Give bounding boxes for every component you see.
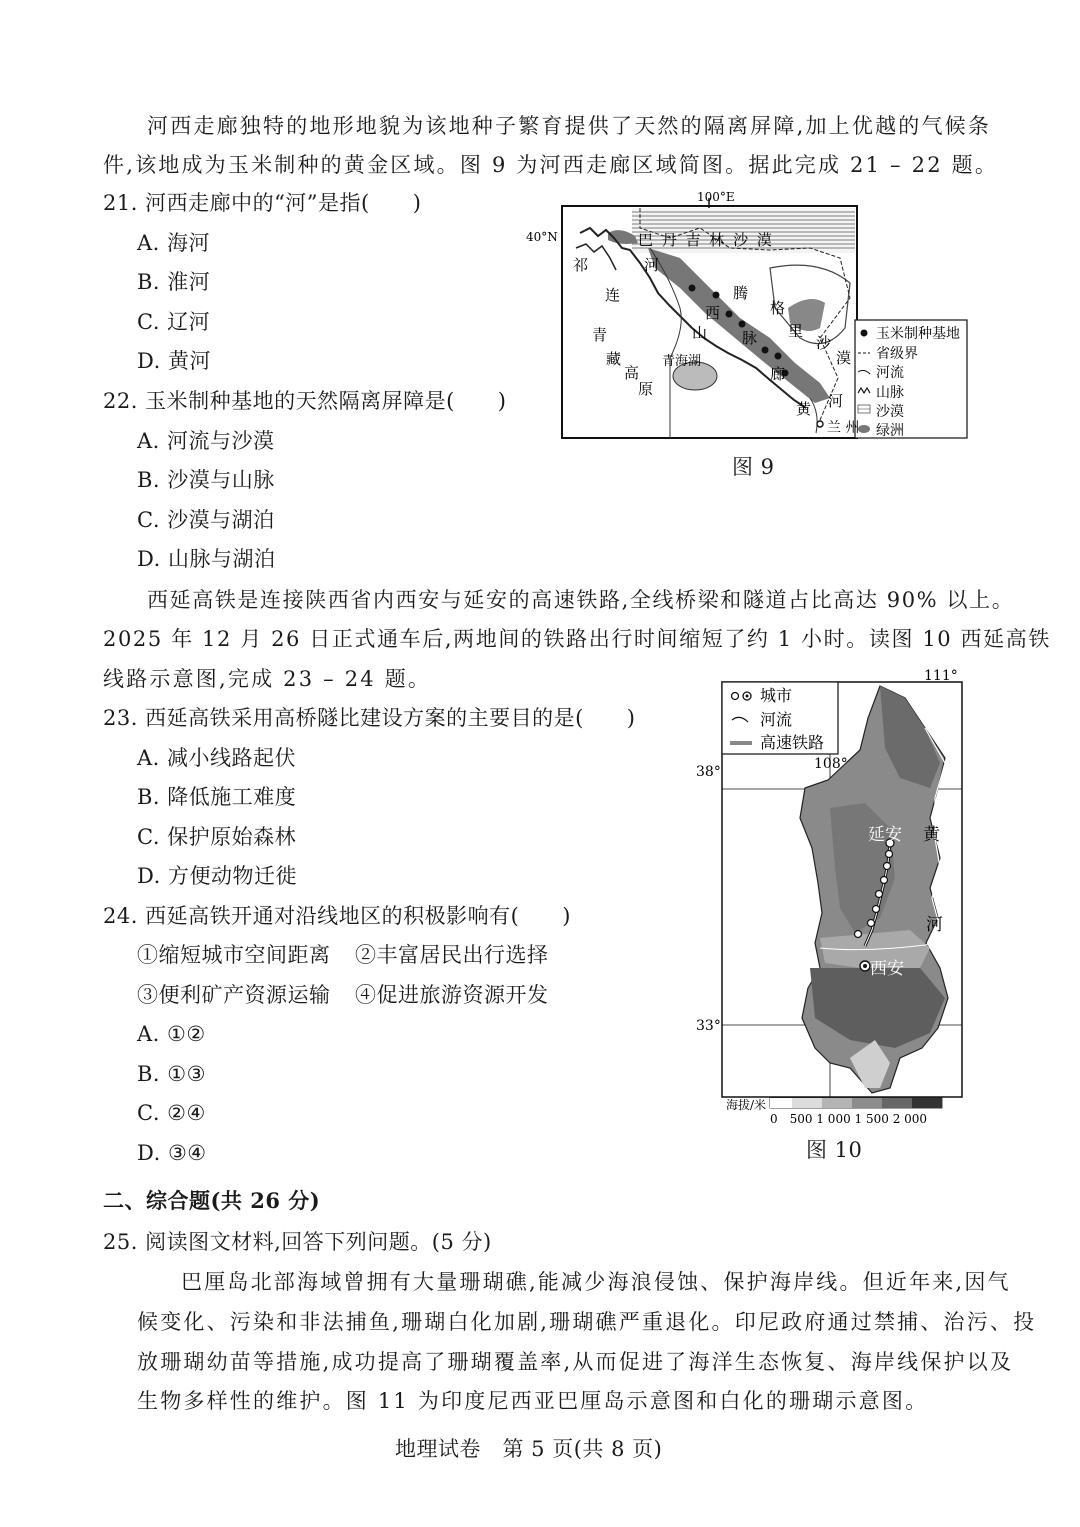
fig9-label-ge: 格 bbox=[770, 299, 786, 317]
fig9-label-yuan: 原 bbox=[638, 380, 654, 398]
legend-desert: 沙漠 bbox=[876, 404, 904, 420]
fig9-label-li: 里 bbox=[788, 322, 804, 340]
hexi-corridor-map bbox=[520, 188, 980, 488]
q22-stem: 22. 玉米制种基地的天然隔离屏障是( ) bbox=[103, 389, 507, 413]
section2-title: 二、综合题(共 26 分) bbox=[103, 1188, 321, 1213]
q22-option-a[interactable]: A. 河流与沙漠 bbox=[137, 429, 275, 453]
fig10-city-yanan: 延安 bbox=[868, 825, 902, 845]
intro1-line2: 件,该地成为玉米制种的黄金区域。图 9 为河西走廊区域简图。据此完成 21 – 22 题。 bbox=[103, 153, 999, 177]
q21-option-a[interactable]: A. 海河 bbox=[137, 231, 211, 255]
fig10-caption: 图 10 bbox=[806, 1138, 863, 1162]
fig9-label-lanzhou: 兰 州 bbox=[827, 420, 860, 436]
legend-boundary: 省级界 bbox=[876, 346, 918, 362]
fig9-label-badain: 巴 丹 吉 林 沙 漠 bbox=[638, 231, 774, 249]
fig9-label-qing: 青 bbox=[592, 326, 608, 344]
intro2-line2: 2025 年 12 月 26 日正式通车后,两地间的铁路出行时间缩短了约 1 小时。读图 10 西延高铁 bbox=[103, 627, 1051, 651]
q21-option-c[interactable]: C. 辽河 bbox=[137, 310, 211, 334]
fig10-lat-33: 33° bbox=[696, 1018, 721, 1034]
intro2-line3: 线路示意图,完成 23 – 24 题。 bbox=[103, 667, 432, 691]
q24-option-b[interactable]: B. ①③ bbox=[137, 1062, 206, 1086]
fig9-label-he: 河 bbox=[644, 256, 660, 274]
fig9-lon-label: 100°E bbox=[697, 190, 735, 204]
fig10-lon-108: 108° bbox=[814, 756, 848, 772]
q24-option-d[interactable]: D. ③④ bbox=[137, 1141, 207, 1165]
legend-oasis: 绿洲 bbox=[876, 423, 904, 439]
fig10-legend-railway: 高速铁路 bbox=[760, 733, 825, 752]
q22-option-b[interactable]: B. 沙漠与山脉 bbox=[137, 468, 275, 492]
fig9-label-qi: 祁 bbox=[573, 256, 589, 274]
q25-line2: 候变化、污染和非法捕鱼,珊瑚白化加剧,珊瑚礁严重退化。印尼政府通过禁捕、治污、投 bbox=[137, 1310, 1037, 1334]
q21-option-b[interactable]: B. 淮河 bbox=[137, 270, 211, 294]
q23-option-a[interactable]: A. 减小线路起伏 bbox=[137, 746, 297, 770]
q24-statement-3: ③便利矿产资源运输 bbox=[137, 983, 331, 1007]
legend-seed-base: 玉米制种基地 bbox=[876, 326, 960, 342]
q24-option-c[interactable]: C. ②④ bbox=[137, 1101, 206, 1125]
fig9-label-gao: 高 bbox=[624, 364, 640, 382]
fig9-label-mo: 漠 bbox=[836, 349, 852, 367]
q24-statement-1: ①缩短城市空间距离 bbox=[137, 943, 331, 967]
fig9-label-lian: 连 bbox=[605, 286, 621, 304]
q23-option-c[interactable]: C. 保护原始森林 bbox=[137, 825, 297, 849]
q25-line1: 巴厘岛北部海域曾拥有大量珊瑚礁,能减少海浪侵蚀、保护海岸线。但近年来,因气 bbox=[181, 1270, 1011, 1294]
fig9-label-sha: 沙 bbox=[816, 334, 832, 352]
q24-option-a[interactable]: A. ①② bbox=[137, 1022, 206, 1046]
fig10-scale-ticks: 0 500 1 000 1 500 2 000 bbox=[770, 1112, 928, 1126]
page-footer: 地理试卷 第 5 页(共 8 页) bbox=[395, 1437, 663, 1461]
q23-stem: 23. 西延高铁采用高桥隧比建设方案的主要目的是( ) bbox=[103, 706, 636, 730]
fig10-lat-38: 38° bbox=[696, 764, 721, 780]
fig9-label-xi: 西 bbox=[705, 304, 721, 322]
xiyan-railway-map bbox=[690, 668, 980, 1128]
fig9-label-qinghaihu: 青海湖 bbox=[662, 354, 702, 369]
q23-option-d[interactable]: D. 方便动物迁徙 bbox=[137, 864, 297, 888]
fig10-legend-city: 城市 bbox=[760, 686, 793, 705]
q21-option-d[interactable]: D. 黄河 bbox=[137, 349, 211, 373]
fig9-label-shan: 山 bbox=[692, 324, 708, 342]
q24-statement-4: ④促进旅游资源开发 bbox=[355, 983, 549, 1007]
intro2-line1: 西延高铁是连接陕西省内西安与延安的高速铁路,全线桥梁和隧道占比高达 90% 以上。 bbox=[147, 588, 1015, 612]
intro1-line1: 河西走廊独特的地形地貌为该地种子繁育提供了天然的隔离屏障,加上优越的气候条 bbox=[147, 114, 992, 138]
fig9-label-lang2: 廊 bbox=[770, 365, 786, 383]
fig9-label-he2: 河 bbox=[828, 392, 844, 410]
q25-stem: 25. 阅读图文材料,回答下列问题。(5 分) bbox=[103, 1230, 492, 1254]
legend-mountain: 山脉 bbox=[876, 385, 904, 401]
q23-option-b[interactable]: B. 降低施工难度 bbox=[137, 785, 297, 809]
fig10-legend-river: 河流 bbox=[760, 710, 793, 729]
fig10-lon-111: 111° bbox=[924, 668, 958, 684]
q22-option-c[interactable]: C. 沙漠与湖泊 bbox=[137, 508, 275, 532]
fig10-city-xian: 西安 bbox=[870, 959, 904, 979]
q25-line4: 生物多样性的维护。图 11 为印度尼西亚巴厘岛示意图和白化的珊瑚示意图。 bbox=[137, 1389, 929, 1413]
fig9-label-mai: 脉 bbox=[742, 329, 758, 347]
fig9-lat-label: 40°N bbox=[526, 230, 558, 244]
fig9-label-huang: 黄 bbox=[796, 400, 812, 418]
q24-stem: 24. 西延高铁开通对沿线地区的积极影响有( ) bbox=[103, 904, 571, 928]
fig10-river-he: 河 bbox=[926, 915, 943, 935]
q25-line3: 放珊瑚幼苗等措施,成功提高了珊瑚覆盖率,从而促进了海洋生态恢复、海岸线保护以及 bbox=[137, 1350, 1014, 1374]
q22-option-d[interactable]: D. 山脉与湖泊 bbox=[137, 547, 276, 571]
q21-stem: 21. 河西走廊中的“河”是指( ) bbox=[103, 191, 422, 215]
fig9-label-zang: 藏 bbox=[606, 350, 622, 368]
legend-river: 河流 bbox=[876, 365, 904, 381]
fig10-scale-title: 海拔/米 bbox=[726, 1098, 767, 1112]
q24-statement-2: ②丰富居民出行选择 bbox=[355, 943, 549, 967]
fig9-label-teng: 腾 bbox=[733, 284, 749, 302]
fig9-caption: 图 9 bbox=[732, 455, 775, 479]
fig10-river-huang: 黄 bbox=[923, 825, 940, 845]
